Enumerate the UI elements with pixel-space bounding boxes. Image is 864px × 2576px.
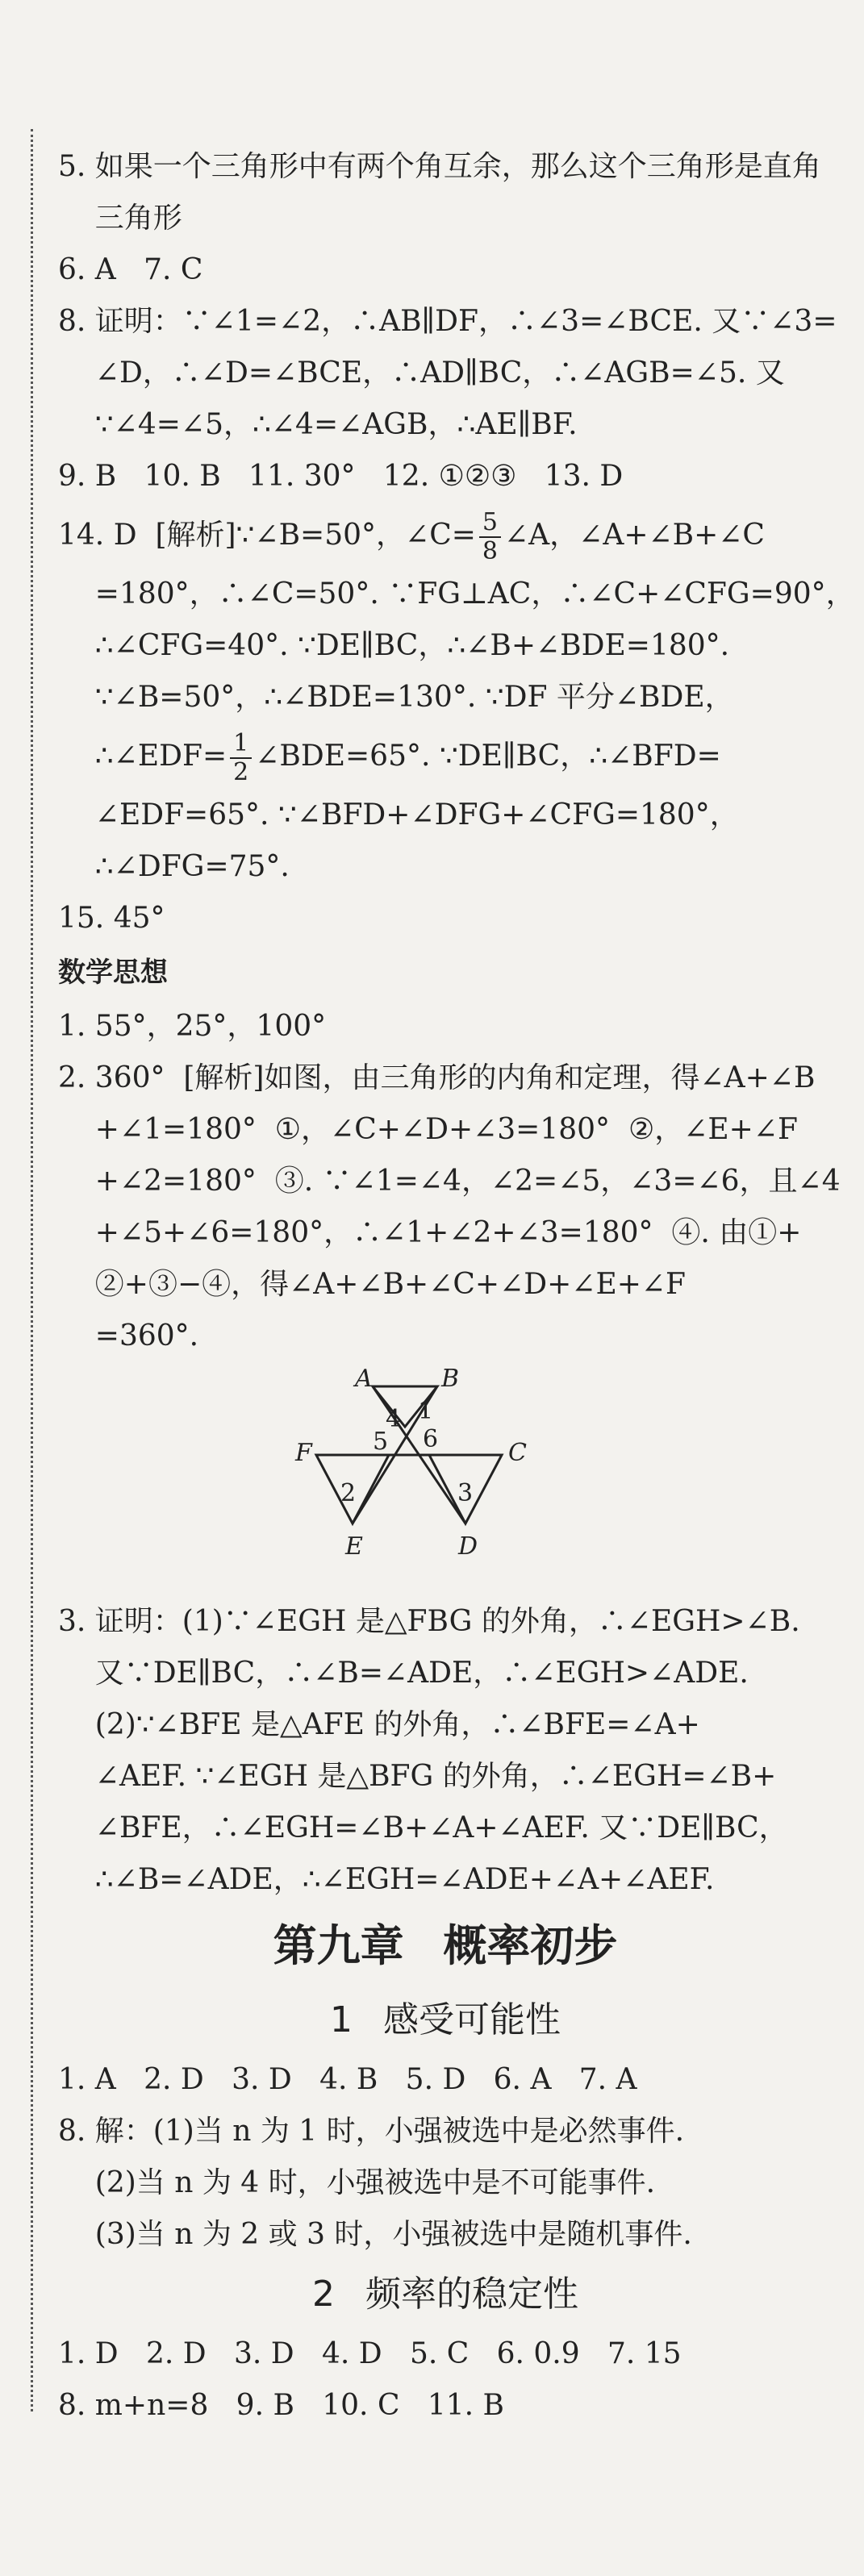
answer-line: (2)当 n 为 4 时，小强被选中是不可能事件. (58, 2166, 656, 2199)
angle-number: 5 (373, 1428, 389, 1456)
answer-line: 6. A 7. C (58, 253, 203, 286)
answer-line: 8. m+n=8 9. B 10. C 11. B (58, 2389, 504, 2422)
answer-line: 5. 如果一个三角形中有两个角互余，那么这个三角形是直角 (58, 150, 821, 183)
answer-line: 又∵DE∥BC，∴∠B=∠ADE，∴∠EGH>∠ADE. (58, 1657, 749, 1690)
figure-label: E (345, 1532, 363, 1561)
q14-fraction-line (58, 723, 833, 790)
triangle-diagram (236, 1362, 655, 1596)
answer-line: (3)当 n 为 2 或 3 时，小强被选中是随机事件. (58, 2218, 692, 2251)
fraction (230, 730, 252, 786)
answer-line: 9. B 10. B 11. 30° 12. ①②③ 13. D (58, 460, 624, 493)
angle-number: 2 (340, 1479, 357, 1507)
answer-line: 8. 解：(1)当 n 为 1 时，小强被选中是必然事件. (58, 2115, 685, 2148)
answer-line: 1. A 2. D 3. D 4. B 5. D 6. A 7. A (58, 2063, 637, 2096)
answer-line: ∴∠DFG=75°. (58, 850, 290, 883)
figure-label: C (508, 1439, 527, 1467)
q14-text: ∠A，∠A+∠B+∠C (504, 519, 765, 552)
answer-line: ∠EDF=65°. ∵∠BFD+∠DFG+∠CFG=180°， (58, 798, 739, 832)
angle-number: 4 (386, 1405, 402, 1433)
q14-text: ∠BDE=65°. ∵DE∥BC，∴∠BFD= (255, 740, 721, 773)
fraction-numerator: 1 (230, 730, 252, 759)
angle-number: 3 (457, 1479, 474, 1507)
chapter-title: 第九章 概率初步 (273, 1920, 618, 1971)
margin-dotted-rule (31, 129, 33, 2411)
answer-line: +∠5+∠6=180°，∴∠1+∠2+∠3=180° ④. 由①+ (58, 1216, 802, 1249)
figure-label: A (355, 1365, 373, 1393)
figure-label: F (295, 1439, 312, 1467)
answer-line: 15. 45° (58, 902, 165, 935)
answer-line: ∴∠CFG=40°. ∵DE∥BC，∴∠B+∠BDE=180°. (58, 629, 730, 662)
q14-text: ∴∠EDF= (58, 740, 227, 773)
q14-text: 14. D [解析]∵∠B=50°，∠C= (58, 519, 476, 552)
answer-line: ∠D，∴∠D=∠BCE，∴AD∥BC，∴∠AGB=∠5. 又 (58, 356, 785, 390)
answer-line: +∠2=180° ③. ∵∠1=∠4，∠2=∠5，∠3=∠6，且∠4 (58, 1165, 841, 1198)
answer-line: =360°. (58, 1319, 199, 1353)
figure-label: D (458, 1532, 478, 1561)
answer-line: 1. D 2. D 3. D 4. D 5. C 6. 0.9 7. 15 (58, 2337, 682, 2370)
answer-content (58, 141, 855, 2432)
q14-first-line (58, 502, 833, 569)
lesson-title: 2 频率的稳定性 (312, 2274, 578, 2315)
answer-line: ∠AEF. ∵∠EGH 是△BFG 的外角，∴∠EGH=∠B+ (58, 1760, 777, 1793)
answer-line: ∠BFE，∴∠EGH=∠B+∠A+∠AEF. 又∵DE∥BC， (58, 1811, 788, 1844)
answer-line: 2. 360° [解析]如图，由三角形的内角和定理，得∠A+∠B (58, 1061, 816, 1094)
answer-line: =180°，∴∠C=50°. ∵FG⊥AC，∴∠C+∠CFG=90°， (58, 577, 855, 611)
answer-line: 3. 证明：(1)∵∠EGH 是△FBG 的外角，∴∠EGH>∠B. (58, 1605, 800, 1638)
triangle-figure (58, 1362, 833, 1596)
answer-line: ∵∠B=50°，∴∠BDE=130°. ∵DF 平分∠BDE， (58, 681, 734, 714)
figure-label: B (441, 1365, 460, 1393)
answer-line: 1. 55°，25°，100° (58, 1010, 327, 1043)
answer-line: ∵∠4=∠5，∴∠4=∠AGB，∴AE∥BF. (58, 408, 578, 441)
answer-line: 三角形 (58, 202, 182, 235)
answer-line: 8. 证明：∵∠1=∠2，∴AB∥DF，∴∠3=∠BCE. 又∵∠3= (58, 305, 837, 338)
fraction (479, 509, 501, 565)
answer-line: +∠1=180° ①，∠C+∠D+∠3=180° ②，∠E+∠F (58, 1113, 798, 1146)
fraction-numerator: 5 (479, 509, 501, 538)
fraction-denominator: 8 (482, 537, 498, 565)
fraction-denominator: 2 (233, 758, 249, 786)
angle-number: 6 (423, 1425, 439, 1453)
answer-line: ②+③−④，得∠A+∠B+∠C+∠D+∠E+∠F (58, 1268, 687, 1301)
answer-line: ∴∠B=∠ADE，∴∠EGH=∠ADE+∠A+∠AEF. (58, 1863, 715, 1896)
lesson-title: 1 感受可能性 (330, 1999, 561, 2040)
section-title: 数学思想 (58, 957, 168, 989)
angle-number: 1 (418, 1397, 434, 1425)
answer-line: (2)∵∠BFE 是△AFE 的外角，∴∠BFE=∠A+ (58, 1708, 700, 1741)
